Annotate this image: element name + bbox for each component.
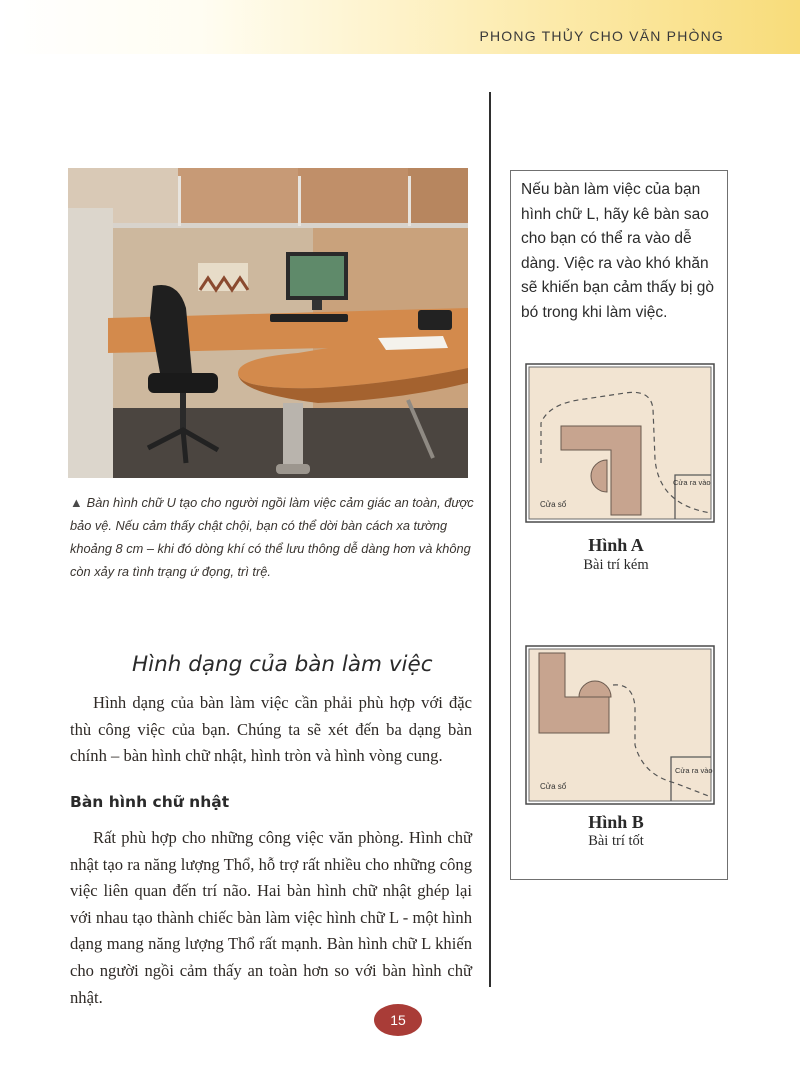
door-label-b: Cửa ra vào (675, 766, 713, 775)
page-number-badge: 15 (374, 1004, 422, 1036)
running-header: PHONG THỦY CHO VĂN PHÒNG (479, 28, 724, 44)
section-title: Hình dạng của bàn làm việc (132, 652, 433, 677)
figure-b-title: Hình B (588, 812, 644, 832)
figure-a-title: Hình A (588, 535, 644, 555)
floor-plan-a (525, 363, 715, 523)
window-label-b: Cửa sổ (540, 782, 567, 791)
figure-b-subtitle: Bài trí tốt (588, 833, 644, 849)
header-band (0, 0, 800, 54)
window-label-a: Cửa sổ (540, 500, 567, 509)
triangle-bullet-icon: ▲ (70, 495, 83, 510)
body-paragraph: Rất phù hợp cho những công việc văn phòng. Hình chữ nhật tạo ra năng lượng Thổ, hỗ trợ rất nhiều cho những công việc liên quan đến trí não. Hai bàn hình chữ nhật ghép lại với nhau tạo thành chiếc bàn làm việc hình chữ L - một hình dạng mang năng lượng Thổ rất mạnh. Bàn hình chữ L khiến cho người ngồi cảm thấy an toàn hơn so với bàn hình chữ nhật. (70, 828, 472, 1007)
sidebar-text: Nếu bàn làm việc của bạn hình chữ L, hãy kê bàn sao cho bạn có thể ra vào dễ dàng. Việc ra vào khó khăn sẽ khiến bạn cảm thấy bị gò bó trong khi làm việc. (521, 181, 715, 321)
office-photo (68, 168, 468, 478)
office-photo-illustration (68, 168, 468, 478)
photo-caption-text: Bàn hình chữ U tạo cho người ngồi làm việc cảm giác an toàn, được bảo vệ. Nếu cảm thấy chật chội, bạn có thể dời bàn cách xa tường khoảng 8 cm – khi đó dòng khí có thể lưu thông dễ dàng hơn và không còn xảy ra tình trạng ứ đọng, trì trệ. (70, 495, 474, 579)
column-divider (489, 92, 491, 987)
floor-plan-b (525, 645, 715, 805)
figure-a-subtitle: Bài trí kém (583, 557, 649, 573)
photo-caption (70, 491, 474, 583)
intro-paragraph: Hình dạng của bàn làm việc cần phải phù hợp với đặc thù công việc của bạn. Chúng ta sẽ xét đến ba dạng bàn chính – bàn hình chữ nhật, hình tròn và hình vòng cung. (70, 693, 472, 766)
door-label-a: Cửa ra vào (673, 478, 711, 487)
subsection-title: Bàn hình chữ nhật (70, 793, 230, 811)
